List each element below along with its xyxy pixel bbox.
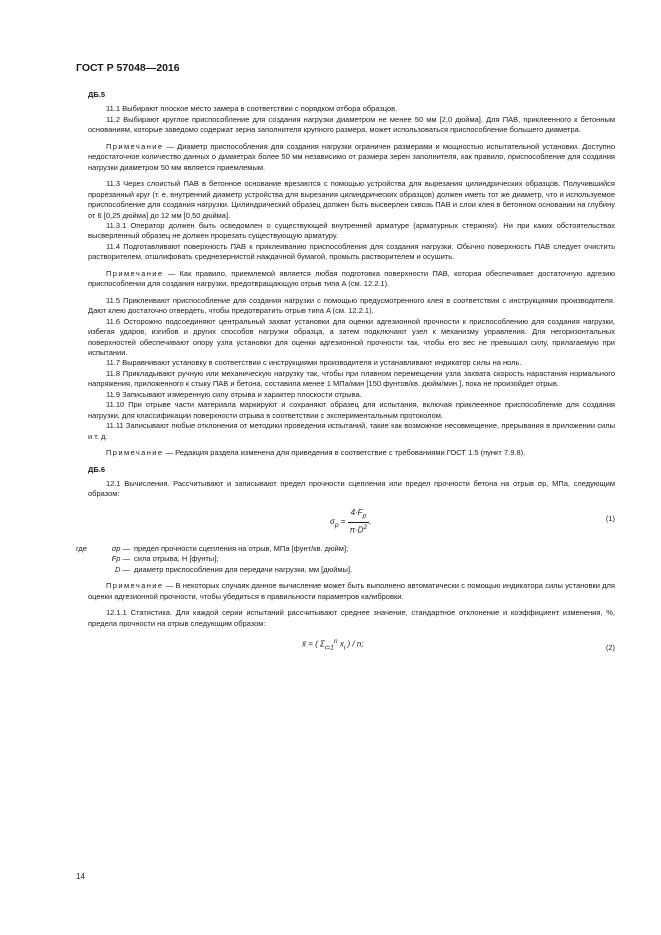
section-heading-db5: ДБ.5 — [88, 90, 105, 99]
note-3 — [88, 448, 615, 458]
where-label: где — [76, 543, 87, 553]
note-text: — Как правило, приемлемой является любая подготовка поверхности ПАВ, которая обеспечивает достаточную адгезию приспособления для создания нагрузки, предотвращающую отрыв типа A (см. 12.2.1). — [88, 268, 615, 289]
note-1 — [88, 142, 615, 173]
definition-symbol: D — — [115, 564, 130, 574]
definition-row — [88, 554, 615, 564]
definition-row — [76, 543, 615, 554]
standard-header: ГОСТ Р 57048—2016 — [76, 62, 180, 74]
note-label: Примечание — [106, 581, 164, 591]
paragraph-11-6: 11.6 Осторожно подсоединяют центральный захват установки для оценки адгезионной прочности к приспособлению для создания нагрузки, избегая ударов, изгибов и других способов нагрузки образца, а затем подключают узел к механизму управления. Для негоризонтальных поверхностей обеспечивают опору узла установки для оценки адгезионной прочности так, чтобы его вес не превышал силу, прилагаемую при испытании. — [88, 316, 615, 357]
note-text: — В некоторых случаях данное вычисление может быть выполнено автоматически с помощью индикатора силы установки для оценки адгезионной прочности, чтобы убедиться в правильности параметров калибровки. — [88, 581, 615, 601]
paragraph-12-1: 12.1 Вычисления. Рассчитывают и записывают предел прочности сцепления или предел прочности бетона на отрыв σp, МПа, следующим образом: — [88, 478, 615, 499]
note-label: Примечание — [106, 268, 164, 278]
formula-1 — [88, 504, 615, 538]
page-number: 14 — [76, 872, 85, 881]
paragraph-11-3-1: 11.3.1 Оператор должен быть осведомлен о существующей внутренней арматуре (арматурных стержнях). Ни при каких обстоятельствах высверленный образец не должен прорезать существующую арматуру. — [88, 220, 615, 241]
formula-2 — [88, 633, 615, 667]
paragraph-11-9: 11.9 Записывают измеренную силу отрыва и характер плоскости отрыва. — [106, 389, 362, 399]
definition-symbol: Fp — — [111, 554, 130, 564]
definition-text: сила отрыва, Н [фунты]; — [134, 554, 219, 564]
paragraph-11-2: 11.2 Выбирают круглое приспособление для создания нагрузки диаметром не менее 50 мм [2,0 дюйма]. Для ПАВ, приклеенного к бетонным основаниям, которые заведомо содержат зерна заполнителя крупного размера, может использоваться приспособление большего диаметра. — [88, 114, 615, 135]
definition-row — [88, 565, 615, 575]
note-label: Примечание — [106, 448, 164, 458]
formula-2-number: (2) — [605, 643, 615, 653]
formula-1-expression: $\sigma_p$ = $\frac{4\cdot F_p}{\pi\cdot D^2}$ , — [330, 507, 372, 535]
definition-symbol: σp — — [111, 543, 130, 553]
paragraph-11-5: 11.5 Приклеивают приспособление для создания нагрузки с помощью предусмотренного клея в соответствии с инструкциями производителя. Дают клею достаточно отвердеть, чтобы предотвратить отрыв типа A (см. 12.2.1). — [88, 295, 615, 316]
paragraph-11-10: 11.10 При отрыве части материала маркируют и сохраняют образец для испытания, включая приклеенное приспособление для создания нагрузки, для классификации поверхности отрыва в соответствии с экспериментальным протоколом. — [88, 400, 615, 420]
paragraph-11-1: 11.1 Выбирают плоское место замера в соответствии с порядком отбора образцов. — [106, 104, 398, 114]
paragraph-11-8: 11.8 Прикладывают ручную или механическую нагрузку так, чтобы при плавном перемещении узла захвата скорость нарастания нормального напряжения, приложенного к стыку ПАВ и бетона, составила менее 1 МПа/мин [150 фунтов/кв. дюйм/мин.], пока не произойдет отрыв. — [88, 368, 615, 389]
paragraph-12-1-1: 12.1.1 Статистика. Для каждой серии испытаний рассчитывают среднее значение, стандартное отклонение и коэффициент изменения, %, предела прочности на отрыв следующим образом: — [88, 608, 615, 628]
symbol-definitions — [76, 543, 615, 575]
formula-2-expression: x̄ = ( $\Sigma_{i=1}^n$ $x_i$ ) / n; — [302, 638, 364, 652]
paragraph-11-3: 11.3 Через слоистый ПАВ в бетонное основание врезаются с помощью устройства для вырезания цилиндрических образцов. Получившийся прорезанный круг (т. е. внутренний диаметр устройства для вырезания цилиндрических образцов) должен иметь тот же диаметр, что и используемое приспособление для создания нагрузки. Цилиндрический образец должен быть высверлен сквозь ПАВ и слои клея в бетонном основании на глубину от 6 [0,25 дюйма] до 12 мм [0,50 дюйма]. — [88, 179, 615, 220]
section-heading-db6: ДБ.6 — [88, 464, 105, 474]
note-2 — [88, 269, 615, 290]
note-text: — Редакция раздела изменена для приведения в соответствие с требованиями ГОСТ 1.5 (пункт 7.9.8). — [163, 448, 526, 458]
note-label: Примечание — [106, 141, 164, 151]
formula-1-number: (1) — [605, 513, 615, 523]
note-text: — Диаметр приспособления для создания нагрузки ограничен размерами и мощностью испытательной установки. Доступно недостаточное количество данных о диаметрах более 50 мм независимо от размера зерен заполнителя, как правило, приспособление для создания нагрузки диаметром 50 мм является приемлемым. — [88, 141, 615, 172]
paragraph-11-4: 11.4 Подготавливают поверхность ПАВ к приклеиванию приспособления для создания нагрузки. Обычно поверхность ПАВ следует очистить растворителем, отшлифовать среднезернистой наждачной бумагой, промыть растворителем и осушить. — [88, 241, 615, 262]
note-4 — [88, 581, 615, 602]
paragraph-11-11: 11.11 Записывают любые отклонения от методики проведения испытаний, такие как возможное несовмещение, прерывания в приложении силы и т. д. — [88, 421, 615, 441]
page-content — [76, 90, 615, 673]
paragraph-11-7: 11.7 Выравнивают установку в соответствии с инструкциями производителя и устанавливают индикатор силы на ноль. — [106, 358, 522, 368]
definition-text: диаметр приспособления для передачи нагрузки, мм [дюймы]. — [134, 564, 353, 574]
definition-text: предел прочности сцепления на отрыв, МПа [фунт/кв. дюйм]; — [134, 543, 349, 553]
